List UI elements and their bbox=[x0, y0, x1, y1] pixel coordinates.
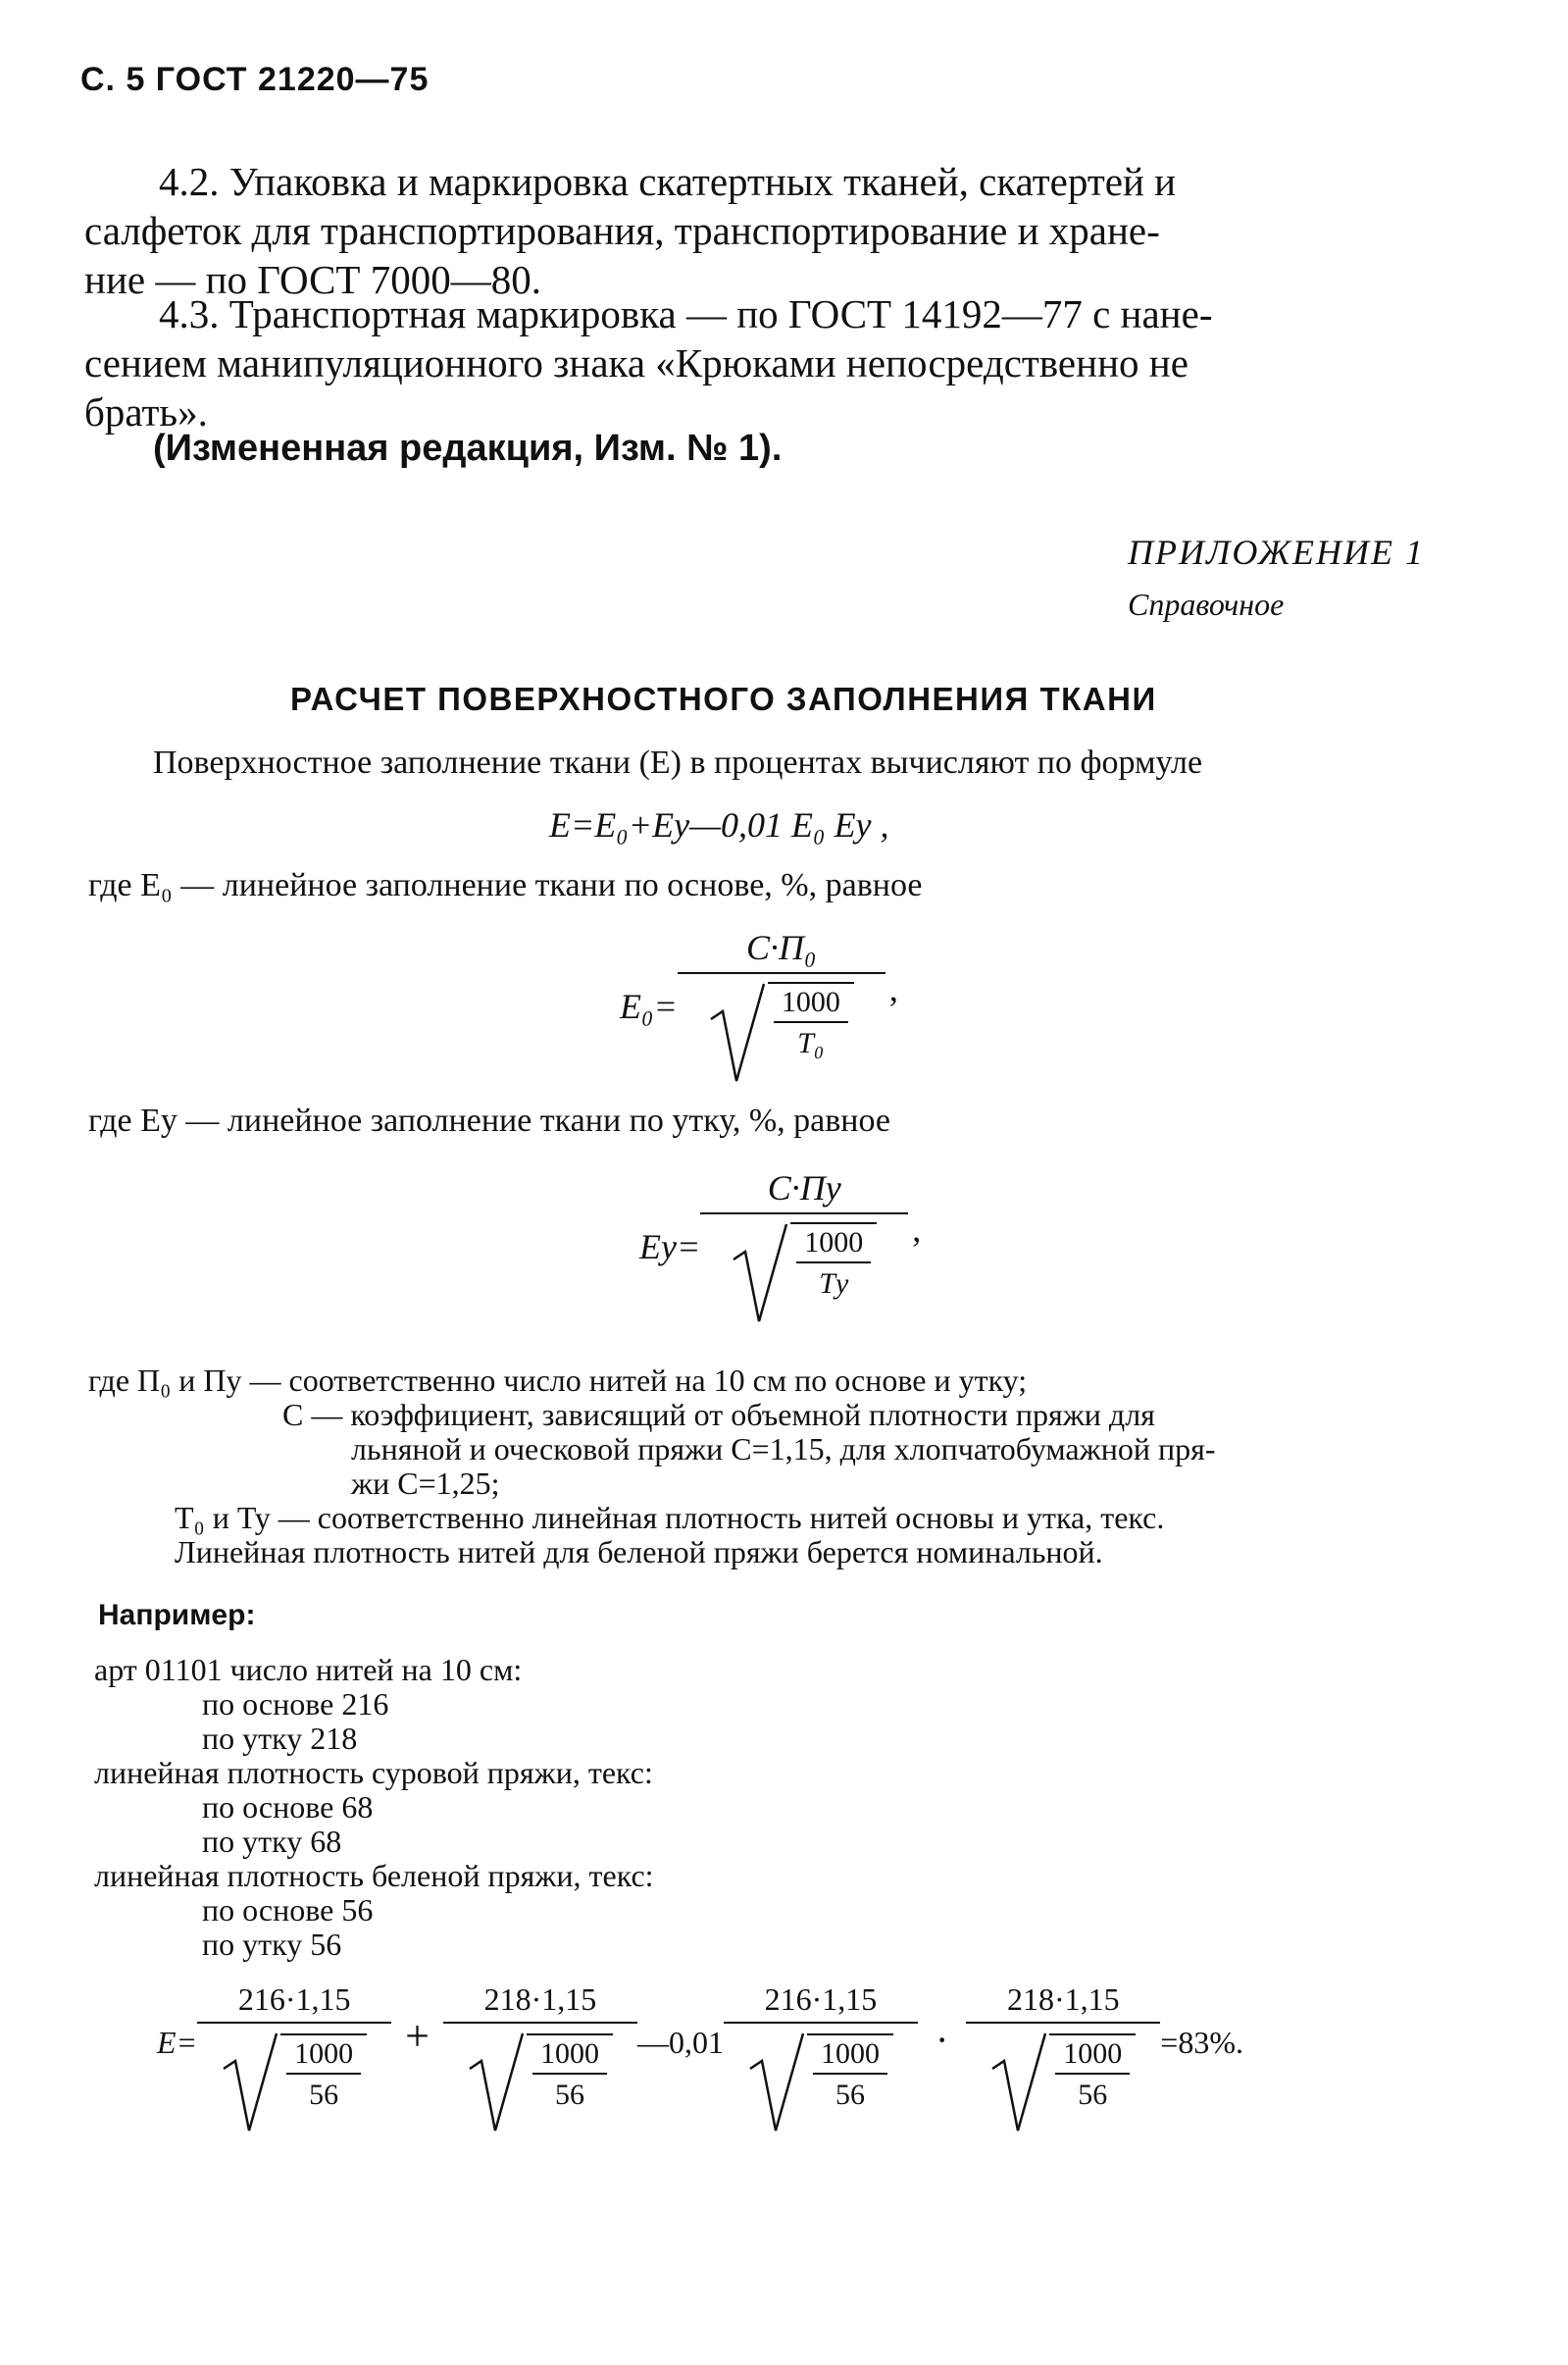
clause-4-2 bbox=[84, 157, 1438, 304]
clause-4-3-line-3: брать». bbox=[84, 389, 208, 435]
term-4-numerator: 218·1,15 bbox=[966, 1981, 1160, 2024]
example-label: Например: bbox=[98, 1599, 256, 1631]
example-line: линейная плотность беленой пряжи, текс: bbox=[94, 1858, 654, 1893]
clause-4-2-line-3: ние — по ГОСТ 7000—80. bbox=[84, 257, 541, 302]
term-2-root-denominator: 56 bbox=[554, 2079, 584, 2111]
e0-numerator: C·П₀ bbox=[678, 927, 885, 974]
example-line: по основе 216 bbox=[202, 1686, 389, 1722]
op-minus-coef: —0,01 bbox=[636, 2025, 724, 2060]
radical-sign-icon bbox=[222, 2028, 280, 2135]
radical-sign-icon bbox=[748, 2028, 807, 2135]
term-3-root-denominator: 56 bbox=[835, 2079, 865, 2111]
definition-line: льняной и оческовой пряжи С=1,15, для хлопчатобумажной пря- bbox=[351, 1431, 1216, 1466]
where-e0: где Е₀ — линейное заполнение ткани по основе, %, равное bbox=[88, 867, 923, 903]
term-1-denominator bbox=[222, 2024, 367, 2135]
clause-4-3-line-1: 4.3. Транспортная маркировка — по ГОСТ 14192—77 с нане- bbox=[159, 291, 1213, 336]
example-line: по основе 68 bbox=[202, 1789, 374, 1825]
final-formula bbox=[157, 1981, 1243, 2135]
ey-radicand bbox=[790, 1222, 877, 1301]
definition-line: Линейная плотность нитей для беленой пряжи берется номинальной. bbox=[175, 1534, 1103, 1569]
example-line: по утку 68 bbox=[202, 1824, 342, 1859]
appendix-type: Справочное bbox=[1128, 587, 1285, 622]
clause-4-3 bbox=[84, 289, 1438, 437]
term-3-denominator bbox=[748, 2024, 893, 2135]
example-line: по основе 56 bbox=[202, 1892, 374, 1928]
ey-fraction bbox=[700, 1167, 908, 1326]
ey-tail: , bbox=[912, 1209, 922, 1249]
intro-text: Поверхностное заполнение ткани (Е) в процентах вычисляют по формуле bbox=[153, 745, 1203, 781]
radical-sign-icon bbox=[709, 978, 768, 1086]
appendix-title: РАСЧЕТ ПОВЕРХНОСТНОГО ЗАПОЛНЕНИЯ ТКАНИ bbox=[290, 681, 1157, 717]
final-term-1 bbox=[197, 1981, 391, 2135]
definition-line: С — коэффициент, зависящий от объемной плотности пряжи для bbox=[282, 1397, 1155, 1432]
final-term-3 bbox=[724, 1981, 918, 2135]
term-2-numerator: 218·1,15 bbox=[443, 1981, 637, 2024]
term-1-numerator: 216·1,15 bbox=[197, 1981, 391, 2024]
appendix-label: ПРИЛОЖЕНИЕ 1 bbox=[1128, 533, 1425, 572]
final-term-4 bbox=[966, 1981, 1160, 2135]
term-2-radicand bbox=[527, 2033, 613, 2112]
definition-line: где П₀ и Пу — соответственно число нитей на 10 см по основе и утку; bbox=[88, 1362, 1028, 1398]
term-2-denominator bbox=[468, 2024, 613, 2135]
term-1-root-numerator: 1000 bbox=[286, 2035, 361, 2075]
term-1-radicand bbox=[280, 2033, 367, 2112]
clause-4-3-line-2: сением манипуляционного знака «Крюками непосредственно не bbox=[84, 340, 1189, 386]
final-result: =83%. bbox=[1160, 2025, 1243, 2060]
example-list bbox=[94, 1653, 654, 1962]
ey-root-numerator: 1000 bbox=[796, 1224, 871, 1263]
radical-sign-icon bbox=[990, 2028, 1049, 2135]
definition-line: жи С=1,25; bbox=[351, 1465, 500, 1501]
page-header: С. 5 ГОСТ 21220—75 bbox=[80, 61, 430, 98]
radical-sign-icon bbox=[468, 2028, 527, 2135]
term-4-root-numerator: 1000 bbox=[1055, 2035, 1130, 2075]
term-3-root-numerator: 1000 bbox=[813, 2035, 887, 2075]
ey-lhs: Eу= bbox=[639, 1227, 701, 1266]
e0-lhs: E₀= bbox=[620, 987, 678, 1026]
final-term-2 bbox=[443, 1981, 637, 2135]
term-3-radicand bbox=[807, 2033, 893, 2112]
where-ey: где Еу — линейное заполнение ткани по утку, %, равное bbox=[88, 1103, 891, 1139]
definitions bbox=[88, 1363, 1215, 1569]
term-3-numerator: 216·1,15 bbox=[724, 1981, 918, 2024]
ey-denominator bbox=[732, 1214, 877, 1326]
term-2-root-numerator: 1000 bbox=[532, 2035, 607, 2075]
ey-root-denominator: Tу bbox=[819, 1267, 849, 1300]
example-line: линейная плотность суровой пряжи, текс: bbox=[94, 1755, 653, 1790]
e0-radicand bbox=[768, 982, 854, 1060]
op-plus: + bbox=[405, 2012, 430, 2060]
clause-4-2-line-2: салфеток для транспортирования, транспортирование и хране- bbox=[84, 208, 1160, 253]
main-formula: E=E₀+Eу—0,01 E₀ Eу , bbox=[549, 805, 889, 845]
ey-formula bbox=[639, 1167, 921, 1326]
ey-numerator: C·Пу bbox=[700, 1167, 908, 1214]
term-1-root-denominator: 56 bbox=[309, 2079, 339, 2111]
example-line: по утку 56 bbox=[202, 1927, 342, 1962]
e0-fraction bbox=[678, 927, 885, 1086]
definition-line: Т₀ и Ту — соответственно линейная плотность нитей основы и утка, текс. bbox=[175, 1500, 1165, 1535]
e0-formula bbox=[620, 927, 898, 1086]
e0-root-denominator: T₀ bbox=[797, 1027, 825, 1059]
radical-sign-icon bbox=[732, 1218, 790, 1326]
op-dot: · bbox=[935, 2018, 949, 2062]
e0-root-numerator: 1000 bbox=[774, 984, 848, 1023]
term-4-root-denominator: 56 bbox=[1078, 2079, 1108, 2111]
term-4-radicand bbox=[1049, 2033, 1136, 2112]
final-lhs: E= bbox=[157, 2025, 198, 2060]
e0-tail: , bbox=[888, 969, 898, 1008]
term-4-denominator bbox=[990, 2024, 1136, 2135]
clause-4-2-line-1: 4.2. Упаковка и маркировка скатертных тканей, скатертей и bbox=[159, 159, 1177, 204]
amendment-note: (Измененная редакция, Изм. № 1). bbox=[153, 428, 783, 469]
example-line: арт 01101 число нитей на 10 см: bbox=[94, 1652, 523, 1687]
e0-denominator bbox=[709, 974, 854, 1086]
example-line: по утку 218 bbox=[202, 1721, 358, 1756]
